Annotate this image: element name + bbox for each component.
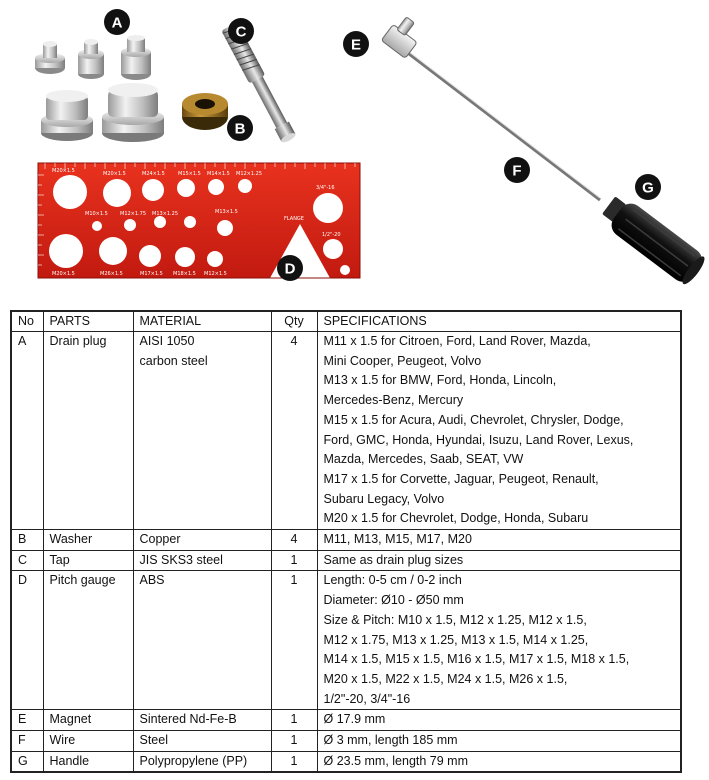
cell-material	[133, 710, 271, 731]
spec-line: M11 x 1.5 for Citroen, Ford, Land Rover, Mazda,	[323, 334, 591, 348]
spec-line: Diameter: Ø10 - Ø50 mm	[323, 593, 464, 608]
header-specifications: SPECIFICATIONS	[317, 311, 681, 332]
cell-specifications	[317, 571, 681, 710]
material-line: carbon steel	[139, 353, 208, 368]
cell-qty: 1	[271, 751, 317, 772]
cell-specifications	[317, 530, 681, 551]
spec-line: M15 x 1.5 for Acura, Audi, Chevrolet, Chrysler, Dodge,	[323, 412, 624, 427]
cell-no: C	[11, 550, 43, 571]
cell-material	[133, 731, 271, 752]
cell-part: Washer	[43, 530, 133, 551]
spec-line: M13 x 1.5 for BMW, Ford, Honda, Lincoln,	[323, 373, 557, 388]
callout-b-label: B	[234, 120, 246, 138]
parts-illustration	[0, 0, 709, 300]
spec-line: M17 x 1.5 for Corvette, Jaguar, Peugeot, Renault,	[323, 471, 599, 486]
cell-part: Tap	[43, 550, 133, 571]
callout-g-label: G	[642, 179, 654, 197]
spec-line: Ford, GMC, Honda, Hyundai, Isuzu, Land Rover, Lexus,	[323, 432, 634, 447]
cell-part: Drain plug	[43, 332, 133, 530]
spec-line: M11, M13, M15, M17, M20	[323, 532, 472, 547]
cell-qty: 1	[271, 710, 317, 731]
gauge-label: M13×1.25	[152, 211, 178, 217]
cell-specifications	[317, 710, 681, 731]
spec-line: Mini Cooper, Peugeot, Volvo	[323, 353, 482, 368]
callout-c-label: C	[235, 23, 247, 41]
cell-no: E	[11, 710, 43, 731]
spec-line: Size & Pitch: M10 x 1.5, M12 x 1.25, M12 x 1.5,	[323, 612, 587, 627]
cell-qty: 1	[271, 731, 317, 752]
drain-plugs-image	[35, 35, 164, 142]
gauge-label: M20×1.5	[103, 171, 126, 177]
spec-line: M20 x 1.5, M22 x 1.5, M24 x 1.5, M26 x 1.5,	[323, 671, 568, 686]
cell-no: G	[11, 751, 43, 772]
cell-material	[133, 571, 271, 710]
callout-a-label: A	[111, 14, 123, 32]
header-no: No	[11, 311, 43, 332]
gauge-label: M12×1.5	[204, 271, 227, 277]
gauge-label: 1/2"-20	[322, 232, 341, 238]
cell-no: F	[11, 731, 43, 752]
gauge-label: M12×1.25	[236, 171, 262, 177]
material-line: Sintered Nd-Fe-B	[139, 712, 237, 727]
spec-line: Same as drain plug sizes	[323, 552, 464, 567]
cell-qty: 1	[271, 550, 317, 571]
spec-line: Ø 23.5 mm, length 79 mm	[323, 753, 469, 768]
header-parts: PARTS	[43, 311, 133, 332]
gauge-label: M15×1.5	[178, 171, 201, 177]
table-row	[11, 571, 681, 710]
spec-line: M20 x 1.5 for Chevrolet, Dodge, Honda, Subaru	[323, 511, 589, 526]
cell-no: B	[11, 530, 43, 551]
header-material: MATERIAL	[133, 311, 271, 332]
header-qty: Qty	[271, 311, 317, 332]
material-line: JIS SKS3 steel	[139, 552, 223, 567]
material-line: AISI 1050	[139, 334, 195, 348]
material-line: ABS	[139, 573, 165, 588]
table-body	[11, 332, 681, 773]
gauge-label: M12×1.75	[120, 211, 146, 217]
spec-line: M12 x 1.75, M13 x 1.25, M13 x 1.5, M14 x 1.25,	[323, 632, 589, 647]
cell-material	[133, 751, 271, 772]
magnetic-pickup-image	[381, 13, 708, 288]
callout-d-label: D	[284, 260, 296, 278]
spec-line: M14 x 1.5, M15 x 1.5, M16 x 1.5, M17 x 1.5, M18 x 1.5,	[323, 652, 630, 667]
table-row	[11, 332, 681, 530]
cell-qty: 4	[271, 332, 317, 530]
material-line: Copper	[139, 532, 181, 547]
gauge-label: M13×1.5	[215, 209, 238, 215]
cell-qty: 4	[271, 530, 317, 551]
table-row	[11, 751, 681, 772]
table-header-row	[11, 311, 681, 332]
spec-line: Subaru Legacy, Volvo	[323, 491, 445, 506]
cell-part: Pitch gauge	[43, 571, 133, 710]
spec-line: Mazda, Mercedes, Saab, SEAT, VW	[323, 452, 524, 467]
gauge-label: M14×1.5	[207, 171, 230, 177]
cell-part: Handle	[43, 751, 133, 772]
spec-line: Ø 17.9 mm	[323, 712, 386, 727]
cell-no: A	[11, 332, 43, 530]
callout-e-label: E	[350, 36, 362, 54]
gauge-label: M20×1.5	[52, 168, 75, 174]
cell-specifications	[317, 731, 681, 752]
cell-part: Magnet	[43, 710, 133, 731]
cell-material	[133, 332, 271, 530]
table-row	[11, 550, 681, 571]
table-row	[11, 731, 681, 752]
gauge-label: M17×1.5	[140, 271, 163, 277]
table-row	[11, 530, 681, 551]
spec-line: Mercedes-Benz, Mercury	[323, 393, 464, 408]
gauge-label: M20×1.5	[52, 271, 75, 277]
gauge-label: 3/4"-16	[316, 185, 335, 191]
cell-specifications	[317, 550, 681, 571]
cell-part: Wire	[43, 731, 133, 752]
gauge-label: M26×1.5	[100, 271, 123, 277]
gauge-label: M18×1.5	[173, 271, 196, 277]
spec-line: Ø 3 mm, length 185 mm	[323, 733, 458, 748]
gauge-label: FLANGE	[284, 216, 304, 222]
cell-specifications	[317, 332, 681, 530]
spec-line: 1/2"-20, 3/4"-16	[323, 691, 411, 706]
cell-qty: 1	[271, 571, 317, 710]
parts-specification-table	[10, 310, 682, 773]
cell-no: D	[11, 571, 43, 710]
cell-specifications	[317, 751, 681, 772]
cell-material	[133, 530, 271, 551]
material-line: Polypropylene (PP)	[139, 753, 248, 768]
material-line: Steel	[139, 733, 168, 748]
table-row	[11, 710, 681, 731]
washer-image	[182, 93, 228, 130]
callout-f-label: F	[512, 162, 522, 180]
gauge-label: M24×1.5	[142, 171, 165, 177]
cell-material	[133, 550, 271, 571]
gauge-label: M10×1.5	[85, 211, 108, 217]
spec-line: Length: 0-5 cm / 0-2 inch	[323, 573, 462, 588]
pitch-gauge-image	[38, 163, 360, 278]
